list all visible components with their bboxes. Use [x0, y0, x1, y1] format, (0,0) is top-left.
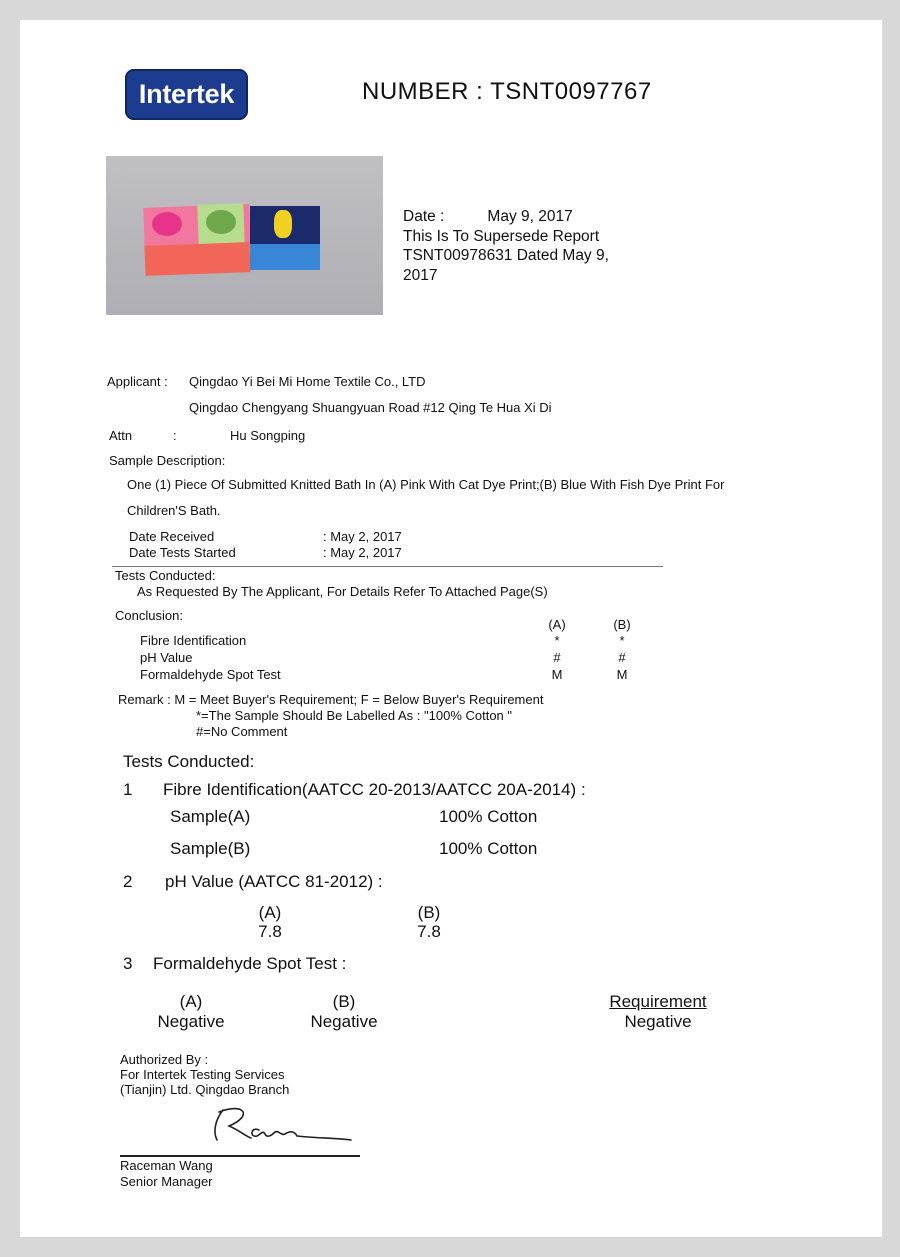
tests-conducted-text: As Requested By The Applicant, For Details Refer To Attached Page(S) [137, 584, 548, 599]
report-date: Date : May 9, 2017 [403, 208, 573, 225]
fibre-test-title: Fibre Identification(AATCC 20-2013/AATCC 20A-2014) : [163, 780, 586, 799]
fibre-sample-b: Sample(B) [170, 839, 251, 858]
divider [112, 566, 663, 567]
authorized-by: Authorized By : [120, 1052, 209, 1067]
test-number: 2 [123, 872, 133, 891]
remark-line3: #=No Comment [196, 724, 288, 739]
attn-label: Attn [109, 428, 133, 443]
date-started-value: : May 2, 2017 [323, 545, 402, 560]
sample-photo [106, 156, 383, 315]
pink-towel-border [145, 242, 251, 276]
attn-colon: : [173, 428, 177, 443]
formaldehyde-col-b: (B) [332, 992, 356, 1011]
date-received-value: : May 2, 2017 [323, 529, 402, 544]
sample-description-line2: Children'S Bath. [127, 503, 221, 518]
tests-heading: Tests Conducted: [123, 752, 255, 771]
sample-description-line1: One (1) Piece Of Submitted Knitted Bath In (A) Pink With Cat Dye Print;(B) Blue With Fish Dye Print For [127, 477, 725, 492]
conclusion-label: Conclusion: [115, 608, 183, 623]
ph-value-a: 7.8 [258, 922, 282, 941]
conclusion-row-name: Formaldehyde Spot Test [140, 667, 281, 682]
conclusion-col-b: (B) [613, 617, 631, 632]
supersede-ref: TSNT00978631 Dated May 9, [403, 247, 609, 264]
signatory-title: Senior Manager [120, 1174, 213, 1189]
formaldehyde-value-b: Negative [310, 1012, 378, 1031]
conclusion-col-a: (A) [548, 617, 566, 632]
conclusion-row-a: * [554, 633, 560, 648]
conclusion-row-a: # [553, 650, 561, 665]
date-started-label: Date Tests Started [129, 545, 236, 560]
date-block [403, 207, 609, 285]
conclusion-row-b: # [618, 650, 626, 665]
authorized-company: For Intertek Testing Services [120, 1067, 285, 1082]
fish-print [274, 210, 292, 238]
authorized-branch: (Tianjin) Ltd. Qingdao Branch [120, 1082, 290, 1097]
supersede-line: This Is To Supersede Report [403, 227, 600, 245]
tests-conducted-label: Tests Conducted: [115, 568, 216, 583]
supersede-year: 2017 [403, 266, 438, 284]
conclusion-row-a: M [551, 667, 563, 682]
requirement-label: Requirement [609, 992, 707, 1011]
fibre-sample-a: Sample(A) [170, 807, 251, 826]
green-cat-face [206, 210, 236, 234]
intertek-logo [125, 69, 248, 120]
ph-col-b: (B) [417, 903, 441, 922]
fibre-result-a: 100% Cotton [439, 807, 538, 826]
conclusion-row-name: Fibre Identification [140, 633, 247, 648]
logo-text: Intertek [138, 79, 235, 109]
requirement-value: Negative [624, 1012, 692, 1031]
applicant-address: Qingdao Chengyang Shuangyuan Road #12 Qing Te Hua Xi Di [189, 400, 552, 415]
applicant-label: Applicant : [107, 374, 168, 389]
fibre-result-b: 100% Cotton [439, 839, 538, 858]
conclusion-row-b: M [616, 667, 628, 682]
report-number: NUMBER : TSNT0097767 [362, 78, 652, 105]
signatory-name: Raceman Wang [120, 1158, 213, 1173]
pink-cat-face [152, 212, 182, 236]
formaldehyde-test-title: Formaldehyde Spot Test : [153, 954, 347, 973]
formaldehyde-col-a: (A) [179, 992, 203, 1011]
test-number: 3 [123, 954, 133, 973]
ph-value-b: 7.8 [417, 922, 441, 941]
test-number: 1 [123, 780, 133, 799]
ph-col-a: (A) [258, 903, 282, 922]
conclusion-row-name: pH Value [140, 650, 193, 665]
conclusion-row-b: * [619, 633, 625, 648]
formaldehyde-value-a: Negative [157, 1012, 225, 1031]
blue-towel-border [250, 244, 320, 270]
date-received-label: Date Received [129, 529, 215, 544]
attn-name: Hu Songping [230, 428, 306, 443]
remark-line1: Remark : M = Meet Buyer's Requirement; F = Below Buyer's Requirement [118, 692, 544, 707]
signature-image [205, 1100, 355, 1150]
sample-description-label: Sample Description: [109, 453, 226, 468]
ph-test-title: pH Value (AATCC 81-2012) : [165, 872, 383, 891]
remark-line2: *=The Sample Should Be Labelled As : "100% Cotton " [196, 708, 513, 723]
signature-line [120, 1155, 360, 1157]
applicant-name: Qingdao Yi Bei Mi Home Textile Co., LTD [189, 374, 426, 389]
